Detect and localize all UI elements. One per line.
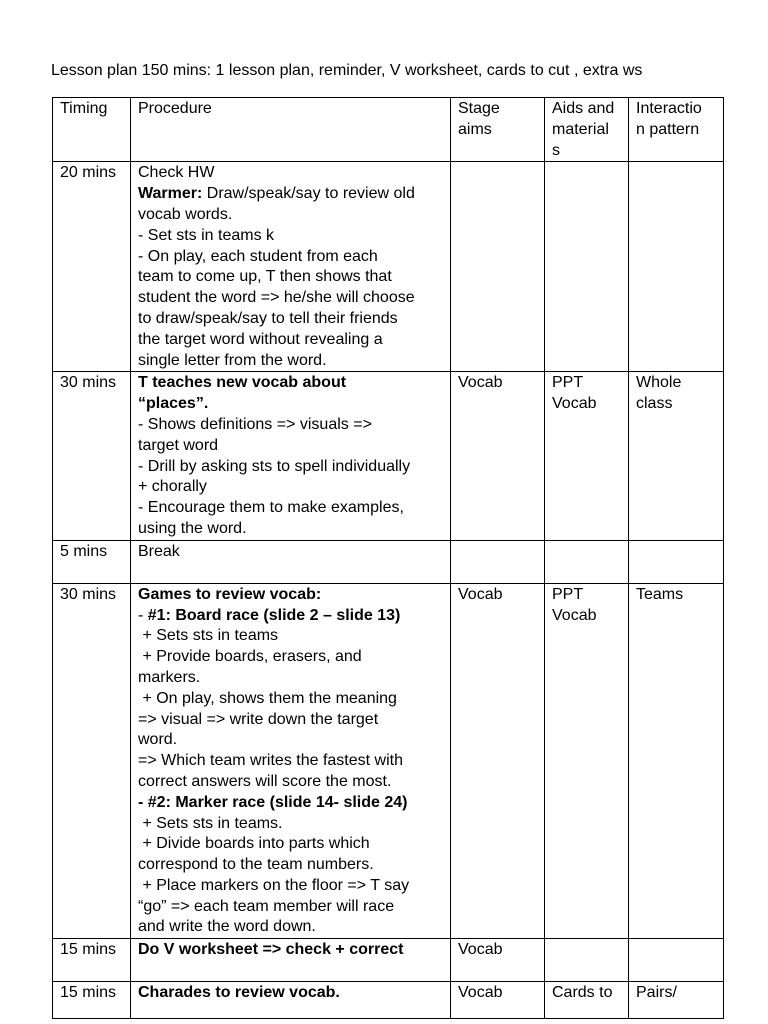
cell-interaction [629, 540, 724, 583]
cell-procedure: T teaches new vocab about “places”. - Shows definitions => visuals => target word - Drill by asking sts to spell individually + chorally - Encourage them to make examples, using the word. [131, 372, 451, 540]
cell-timing: 20 mins [53, 162, 131, 372]
cell-aids [545, 540, 629, 583]
document-title: Lesson plan 150 mins: 1 lesson plan, reminder, V worksheet, cards to cut , extra ws [51, 62, 643, 79]
table-header-row [53, 98, 724, 162]
cell-procedure: Charades to review vocab. [131, 982, 451, 1019]
header-timing: Timing [53, 98, 131, 162]
cell-interaction [629, 162, 724, 372]
table-row [53, 939, 724, 982]
cell-stage-aims: Vocab [451, 939, 545, 982]
cell-procedure: Do V worksheet => check + correct [131, 939, 451, 982]
cell-timing: 5 mins [53, 540, 131, 583]
cell-timing: 30 mins [53, 583, 131, 939]
cell-interaction: Teams [629, 583, 724, 939]
cell-interaction [629, 939, 724, 982]
cell-procedure: Check HW Warmer: Draw/speak/say to review old vocab words. - Set sts in teams k - On play, each student from each team to come up, T then shows that student the word => he/she will choose to draw/speak/say to tell their friends the target word without revealing a single letter from the word. [131, 162, 451, 372]
header-interaction-pattern: Interactio n pattern [629, 98, 724, 162]
header-procedure: Procedure [131, 98, 451, 162]
cell-timing: 15 mins [53, 982, 131, 1019]
cell-stage-aims: Vocab [451, 583, 545, 939]
cell-aids [545, 939, 629, 982]
table-row [53, 583, 724, 939]
cell-stage-aims: Vocab [451, 982, 545, 1019]
cell-aids: PPT Vocab [545, 583, 629, 939]
table-row [53, 540, 724, 583]
cell-aids: Cards to [545, 982, 629, 1019]
cell-stage-aims [451, 540, 545, 583]
cell-timing: 15 mins [53, 939, 131, 982]
cell-aids [545, 162, 629, 372]
cell-aids: PPT Vocab [545, 372, 629, 540]
table-row [53, 982, 724, 1019]
cell-timing: 30 mins [53, 372, 131, 540]
cell-interaction: Whole class [629, 372, 724, 540]
header-aids-materials: Aids and material s [545, 98, 629, 162]
cell-interaction: Pairs/ [629, 982, 724, 1019]
lesson-plan-table [52, 97, 724, 1019]
table-row [53, 372, 724, 540]
header-stage-aims: Stage aims [451, 98, 545, 162]
cell-stage-aims: Vocab [451, 372, 545, 540]
cell-stage-aims [451, 162, 545, 372]
cell-procedure: Games to review vocab: - #1: Board race (slide 2 – slide 13) + Sets sts in teams + Provide boards, erasers, and markers. + On play, shows them the meaning => visual => write down the target word. => Which team writes the fastest with correct answers will score the most. - #2: Marker race (slide 14- slide 24) + Sets sts in teams. + Divide boards into parts which correspond to the team numbers. + Place markers on the floor => T say “go” => each team member will race and write the word down. [131, 583, 451, 939]
table-row [53, 162, 724, 372]
cell-procedure: Break [131, 540, 451, 583]
